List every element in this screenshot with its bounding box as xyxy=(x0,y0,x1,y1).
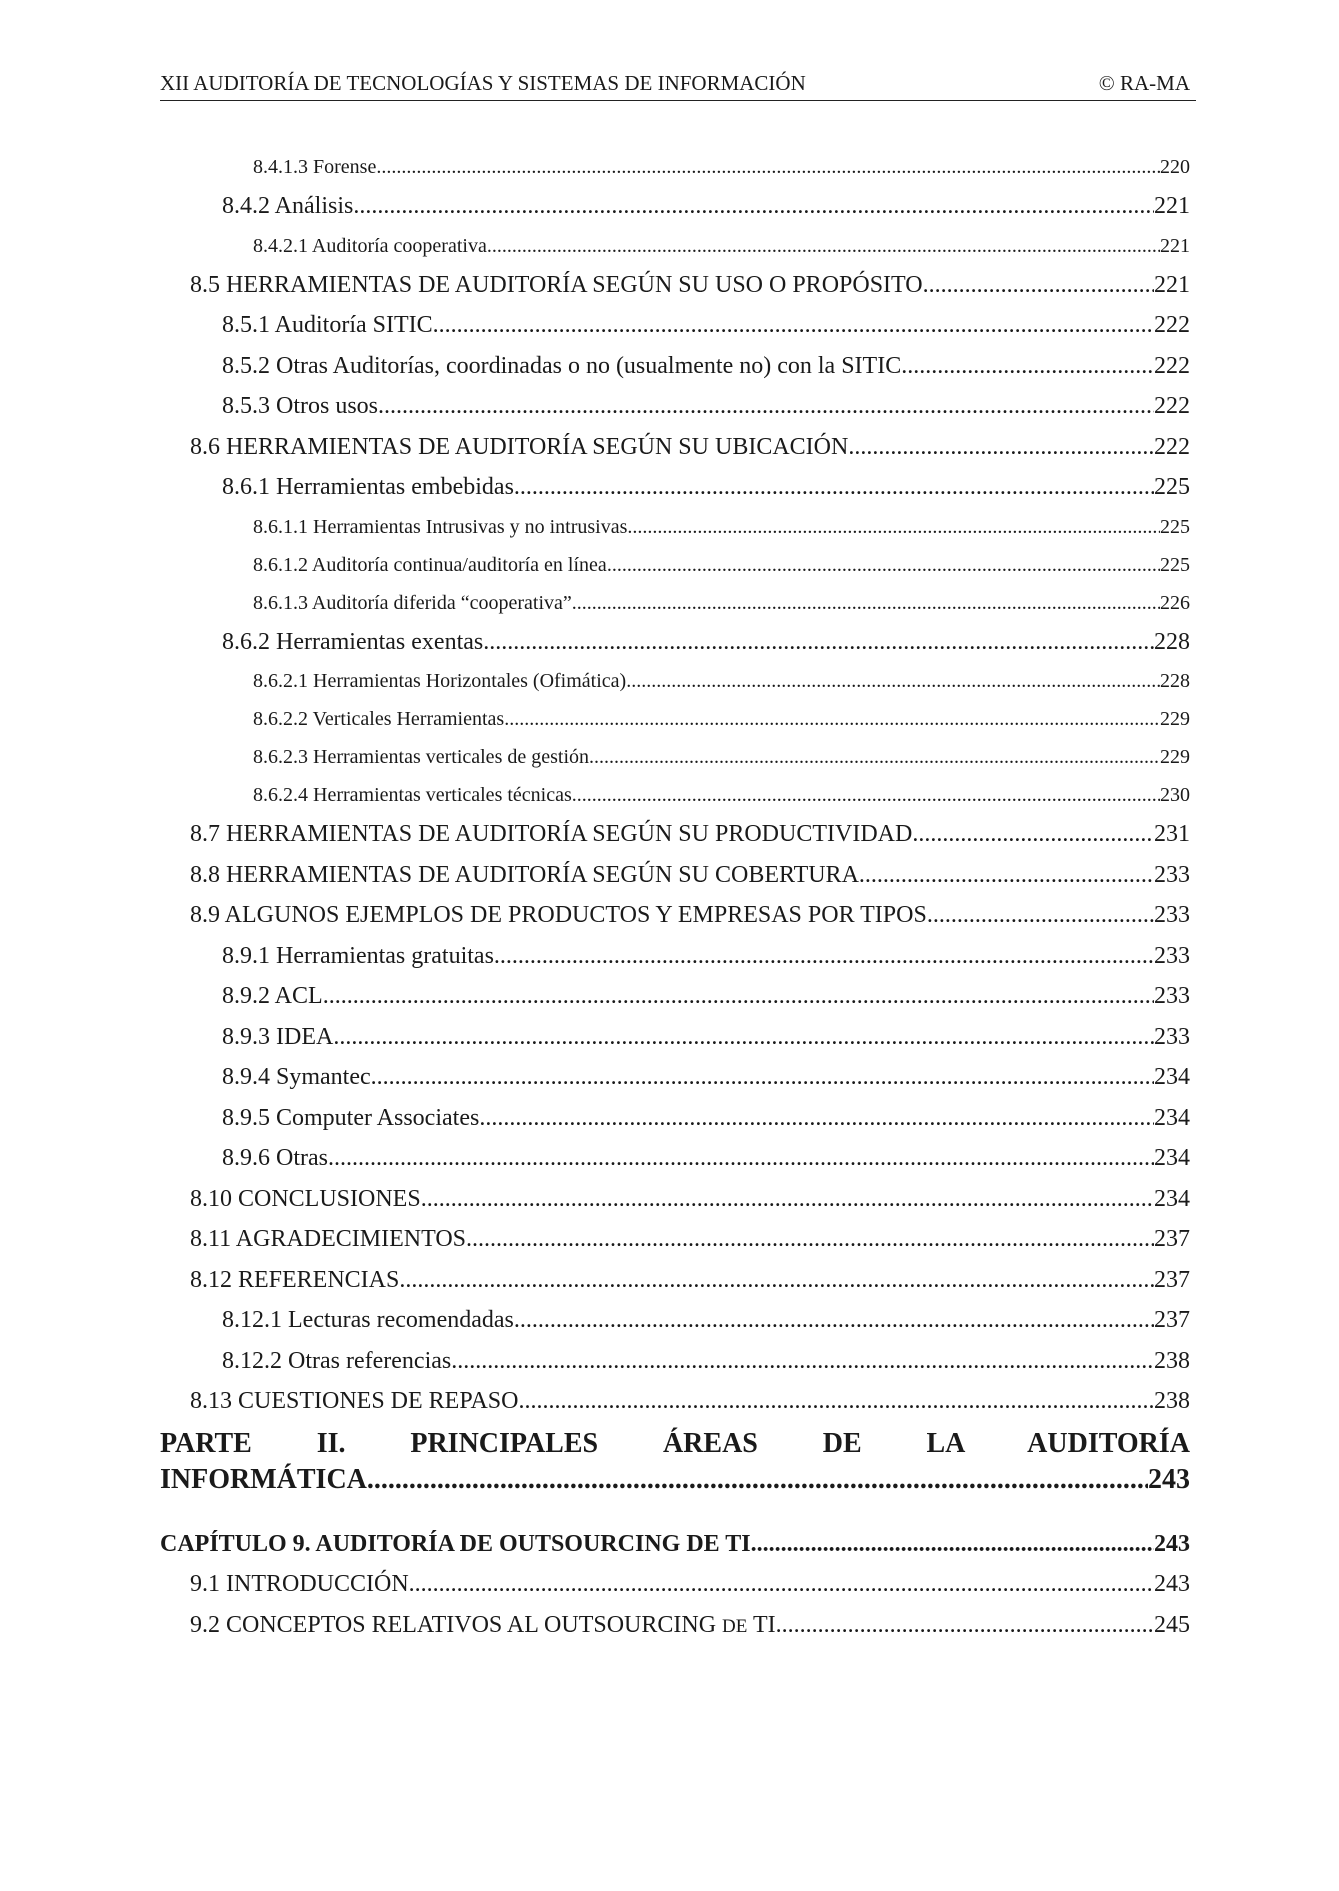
toc-page: 234 xyxy=(1154,1185,1190,1212)
toc-entry xyxy=(160,467,1190,508)
part-word: AUDITORÍA xyxy=(1027,1427,1191,1459)
toc-entry xyxy=(160,1605,1190,1646)
toc-page: 237 xyxy=(1154,1307,1190,1333)
toc-page: 245 xyxy=(1154,1611,1190,1638)
dot-leader xyxy=(912,814,1154,855)
toc-page: 220 xyxy=(1160,156,1190,178)
dot-leader xyxy=(433,305,1154,346)
toc-label: 8.11 AGRADECIMIENTOS xyxy=(190,1226,467,1252)
toc-entry xyxy=(160,386,1190,427)
toc-label: 8.9.4 Symantec xyxy=(222,1064,371,1090)
toc-label: 8.12 REFERENCIAS xyxy=(190,1266,400,1293)
dot-leader xyxy=(848,427,1154,468)
toc-label: 9.2 CONCEPTOS RELATIVOS AL OUTSOURCING DE TI xyxy=(190,1611,776,1638)
toc-page: 222 xyxy=(1154,352,1190,379)
part-word: ÁREAS xyxy=(662,1427,758,1459)
toc-label: 8.10 CONCLUSIONES xyxy=(190,1185,421,1212)
toc-entry xyxy=(160,622,1190,663)
toc-entry xyxy=(160,700,1190,738)
dot-leader xyxy=(323,976,1154,1017)
toc-entry xyxy=(160,662,1190,700)
toc-entry xyxy=(160,1300,1190,1341)
toc-label: CAPÍTULO 9. AUDITORÍA DE OUTSOURCING DE TI xyxy=(160,1530,751,1557)
toc-entry xyxy=(160,1138,1190,1179)
toc-page: 238 xyxy=(1154,1347,1190,1374)
toc-label: 9.1 INTRODUCCIÓN xyxy=(190,1571,409,1597)
toc-label: 8.6.1.2 Auditoría continua/auditoría en línea xyxy=(253,553,607,576)
toc-label: 8.4.2.1 Auditoría cooperativa xyxy=(253,234,487,257)
toc-page: 233 xyxy=(1154,1023,1190,1050)
toc-entry xyxy=(160,346,1190,387)
dot-leader xyxy=(572,776,1160,814)
dot-leader xyxy=(421,1179,1154,1220)
toc-page: 225 xyxy=(1160,553,1190,576)
toc-entry xyxy=(160,186,1190,227)
dot-leader xyxy=(627,508,1160,546)
dot-leader xyxy=(378,386,1154,427)
part-word: LA xyxy=(926,1427,964,1459)
toc-page: 238 xyxy=(1154,1388,1190,1414)
dot-leader xyxy=(859,855,1154,896)
dot-leader xyxy=(494,936,1154,977)
toc-page: 229 xyxy=(1160,708,1190,730)
toc-label: 8.12.2 Otras referencias xyxy=(222,1347,452,1374)
toc-entry xyxy=(160,227,1190,265)
dot-leader xyxy=(776,1605,1154,1646)
toc-entry xyxy=(160,855,1190,896)
table-of-contents xyxy=(160,148,1190,1645)
dot-leader xyxy=(923,265,1154,306)
toc-label: 8.5.3 Otros usos xyxy=(222,393,379,419)
dot-leader xyxy=(519,1381,1155,1422)
toc-page: 226 xyxy=(1160,591,1190,614)
toc-label: 8.6.1.3 Auditoría diferida “cooperativa” xyxy=(253,591,572,614)
toc-label: 8.6.2.2 Verticales Herramientas xyxy=(253,708,505,730)
toc-page: 243 xyxy=(1154,1530,1190,1557)
toc-label: 8.6.2.1 Herramientas Horizontales (Ofimática) xyxy=(253,670,627,692)
dot-leader xyxy=(399,1260,1154,1301)
toc-entry xyxy=(160,305,1190,346)
toc-entry xyxy=(160,1179,1190,1220)
dot-leader xyxy=(353,186,1154,227)
part-word: PARTE xyxy=(160,1427,252,1459)
toc-label: 8.6.2.3 Herramientas verticales de gestión xyxy=(253,746,589,768)
toc-page: 243 xyxy=(1148,1463,1190,1495)
toc-label: 8.5.1 Auditoría SITIC xyxy=(222,312,433,338)
toc-page: 225 xyxy=(1154,474,1190,500)
dot-leader xyxy=(514,467,1154,508)
dot-leader xyxy=(927,895,1154,936)
toc-page: 221 xyxy=(1154,193,1190,219)
toc-label: INFORMÁTICA xyxy=(160,1463,367,1495)
toc-page: 237 xyxy=(1154,1226,1190,1252)
toc-page: 234 xyxy=(1154,1064,1190,1090)
dot-leader xyxy=(466,1219,1154,1260)
toc-page: 228 xyxy=(1154,628,1190,655)
dot-leader xyxy=(483,622,1154,663)
toc-page: 243 xyxy=(1154,1571,1190,1597)
toc-label: 8.5.2 Otras Auditorías, coordinadas o no (usualmente no) con la SITIC xyxy=(222,352,902,379)
toc-label: 8.4.1.3 Forense xyxy=(253,156,377,178)
dot-leader xyxy=(328,1138,1154,1179)
header-title: XII AUDITORÍA DE TECNOLOGÍAS Y SISTEMAS DE INFORMACIÓN xyxy=(160,71,806,95)
toc-label: 8.9.3 IDEA xyxy=(222,1023,334,1050)
dot-leader xyxy=(607,546,1160,584)
dot-leader xyxy=(333,1017,1154,1058)
toc-entry xyxy=(160,1381,1190,1422)
dot-leader xyxy=(504,700,1160,738)
toc-entry xyxy=(160,265,1190,306)
chapter-heading xyxy=(160,1524,1190,1565)
part-heading xyxy=(160,1426,1190,1462)
toc-entry xyxy=(160,508,1190,546)
toc-page: 222 xyxy=(1154,393,1190,419)
toc-page: 230 xyxy=(1160,784,1190,806)
toc-label: 8.6 HERRAMIENTAS DE AUDITORÍA SEGÚN SU UBICACIÓN xyxy=(190,433,849,460)
toc-label: 8.6.2.4 Herramientas verticales técnicas xyxy=(253,784,572,806)
toc-entry xyxy=(160,148,1190,186)
part-word: PRINCIPALES xyxy=(410,1427,599,1459)
toc-entry xyxy=(160,1057,1190,1098)
toc-entry xyxy=(160,1098,1190,1139)
toc-page: 221 xyxy=(1154,271,1190,298)
toc-page: 233 xyxy=(1154,942,1190,969)
toc-entry xyxy=(160,776,1190,814)
toc-page: 229 xyxy=(1160,746,1190,768)
toc-label: 8.7 HERRAMIENTAS DE AUDITORÍA SEGÚN SU PRODUCTIVIDAD xyxy=(190,821,913,847)
running-header xyxy=(160,66,1196,101)
dot-leader xyxy=(409,1564,1154,1605)
toc-page: 228 xyxy=(1160,670,1190,692)
toc-label: 8.5 HERRAMIENTAS DE AUDITORÍA SEGÚN SU USO O PROPÓSITO xyxy=(190,271,923,298)
toc-entry xyxy=(160,1219,1190,1260)
toc-page: 221 xyxy=(1160,234,1190,257)
toc-label: 8.12.1 Lecturas recomendadas xyxy=(222,1307,514,1333)
toc-entry xyxy=(160,814,1190,855)
toc-label: 8.4.2 Análisis xyxy=(222,193,354,219)
dot-leader xyxy=(589,738,1160,776)
toc-label: 8.9.1 Herramientas gratuitas xyxy=(222,942,494,969)
toc-page: 231 xyxy=(1154,821,1190,847)
toc-entry xyxy=(160,1017,1190,1058)
dot-leader xyxy=(371,1057,1154,1098)
toc-entry xyxy=(160,738,1190,776)
toc-page: 233 xyxy=(1154,902,1190,928)
toc-page: 234 xyxy=(1154,1145,1190,1171)
dot-leader xyxy=(367,1462,1148,1498)
toc-page: 234 xyxy=(1154,1104,1190,1131)
toc-label: 8.9.5 Computer Associates xyxy=(222,1104,480,1131)
toc-entry xyxy=(160,427,1190,468)
part-word: DE xyxy=(822,1427,862,1459)
toc-label: 8.6.1.1 Herramientas Intrusivas y no intrusivas xyxy=(253,515,628,538)
toc-entry xyxy=(160,546,1190,584)
toc-page: 222 xyxy=(1154,433,1190,460)
toc-label: 8.9.2 ACL xyxy=(222,983,323,1009)
toc-label: 8.6.1 Herramientas embebidas xyxy=(222,474,514,500)
dot-leader xyxy=(626,662,1160,700)
dot-leader xyxy=(451,1341,1154,1382)
dot-leader xyxy=(901,346,1154,387)
toc-entry xyxy=(160,1260,1190,1301)
dot-leader xyxy=(751,1524,1154,1565)
toc-page: 225 xyxy=(1160,515,1190,538)
part-heading-line2 xyxy=(160,1462,1190,1498)
toc-label: 8.9 ALGUNOS EJEMPLOS DE PRODUCTOS Y EMPRESAS POR TIPOS xyxy=(190,902,927,928)
toc-entry xyxy=(160,976,1190,1017)
toc-page: 222 xyxy=(1154,312,1190,338)
toc-page: 233 xyxy=(1154,861,1190,888)
toc-page: 237 xyxy=(1154,1266,1190,1293)
part-word: II. xyxy=(316,1427,346,1459)
toc-label: 8.13 CUESTIONES DE REPASO xyxy=(190,1388,519,1414)
toc-label: 8.8 HERRAMIENTAS DE AUDITORÍA SEGÚN SU COBERTURA xyxy=(190,861,859,888)
dot-leader xyxy=(514,1300,1154,1341)
toc-entry xyxy=(160,895,1190,936)
dot-leader xyxy=(572,584,1160,622)
header-publisher: © RA-MA xyxy=(1098,71,1190,95)
toc-label: 8.9.6 Otras xyxy=(222,1145,328,1171)
dot-leader xyxy=(479,1098,1154,1139)
toc-entry xyxy=(160,1341,1190,1382)
dot-leader xyxy=(487,227,1160,265)
toc-entry xyxy=(160,936,1190,977)
toc-entry xyxy=(160,584,1190,622)
toc-page: 233 xyxy=(1154,983,1190,1009)
toc-label: 8.6.2 Herramientas exentas xyxy=(222,628,484,655)
dot-leader xyxy=(376,148,1160,186)
toc-entry xyxy=(160,1564,1190,1605)
